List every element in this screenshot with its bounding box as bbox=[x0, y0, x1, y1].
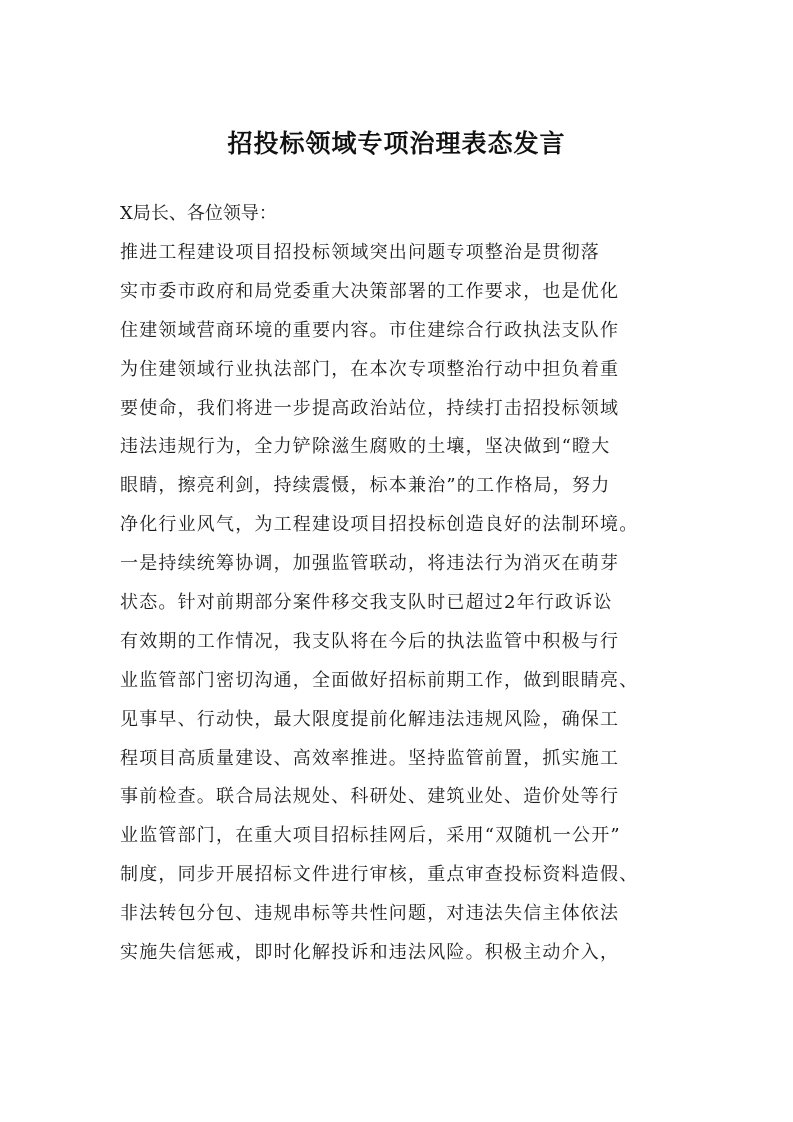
body-line: 实施失信惩戒，即时化解投诉和违法风险。积极主动介入， bbox=[120, 942, 620, 964]
body-line: 违法违规行为，全力铲除滋生腐败的土壤，坚决做到“瞪大 bbox=[120, 436, 611, 458]
body-line: 事前检查。联合局法规处、科研处、建筑业处、造价处等行 bbox=[120, 786, 620, 808]
body-line: 非法转包分包、违规串标等共性问题，对违法失信主体依法 bbox=[120, 903, 620, 925]
body-text bbox=[120, 234, 700, 973]
body-line: 状态。针对前期部分案件移交我支队时已超过2年行政诉讼 bbox=[120, 592, 613, 614]
body-line: 制度，同步开展招标文件进行审核，重点审查投标资料造假、 bbox=[120, 864, 639, 886]
body-line: 业监管部门，在重大项目招标挂网后，采用“双随机一公开” bbox=[120, 825, 621, 847]
body-line: 业监管部门密切沟通，全面做好招标前期工作，做到眼睛亮、 bbox=[120, 669, 639, 691]
body-line: 一是持续统筹协调，加强监管联动，将违法行为消灭在萌芽 bbox=[120, 553, 620, 575]
body-line: 见事早、行动快，最大限度提前化解违法违规风险，确保工 bbox=[120, 708, 620, 730]
body-line: 眼睛，擦亮利剑，持续震慑，标本兼治”的工作格局，努力 bbox=[120, 475, 611, 497]
body-line: 要使命，我们将进一步提高政治站位，持续打击招投标领域 bbox=[120, 397, 620, 419]
body-line: 有效期的工作情况，我支队将在今后的执法监管中积极与行 bbox=[120, 630, 620, 652]
body-line: 住建领域营商环境的重要内容。市住建综合行政执法支队作 bbox=[120, 319, 620, 341]
body-line: 实市委市政府和局党委重大决策部署的工作要求，也是优化 bbox=[120, 280, 620, 302]
body-line: 净化行业风气，为工程建设项目招投标创造良好的法制环境。 bbox=[120, 514, 639, 536]
body-line: 为住建领域行业执法部门，在本次专项整治行动中担负着重 bbox=[120, 358, 620, 380]
salutation: X局长、各位领导： bbox=[120, 203, 277, 224]
body-line: 程项目高质量建设、高效率推进。坚持监管前置，抓实施工 bbox=[120, 747, 620, 769]
document-title: 招投标领域专项治理表态发言 bbox=[227, 129, 566, 158]
body-line: 推进工程建设项目招投标领域突出问题专项整治是贯彻落 bbox=[120, 242, 600, 263]
